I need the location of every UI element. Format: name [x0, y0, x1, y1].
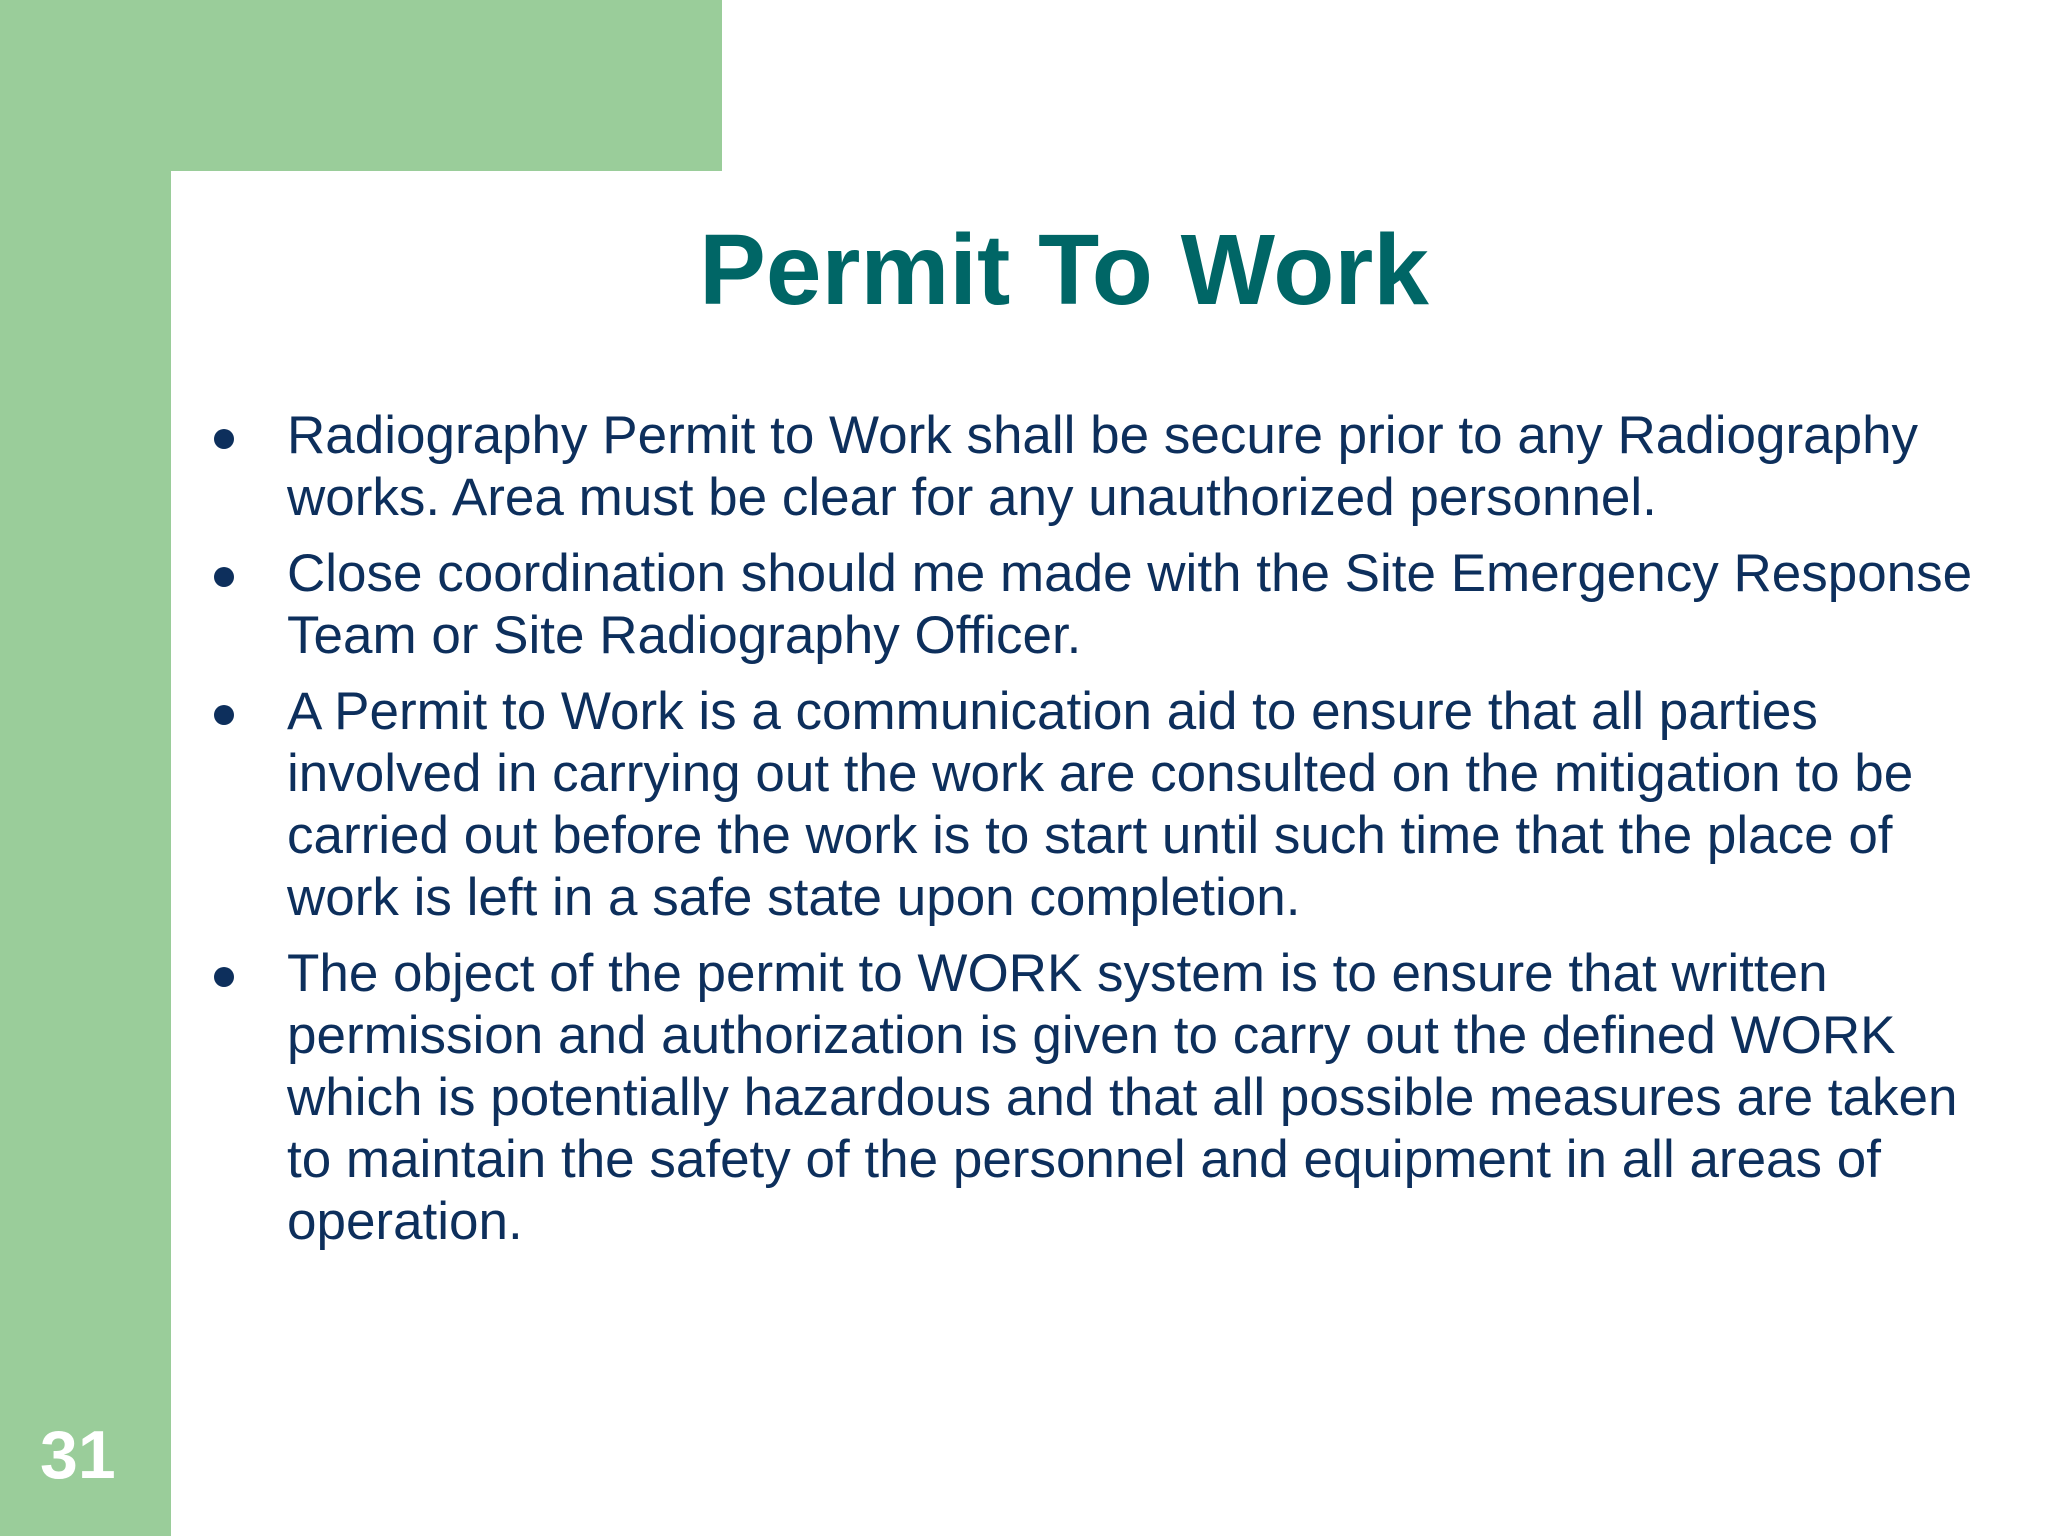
decorative-green-band-side — [0, 0, 171, 1536]
slide-title: Permit To Work — [699, 214, 1429, 326]
bullet-text: The object of the permit to WORK system is to ensure that written permission and authorization is given to carry out the defined WORK which is potentially hazardous and that all possible measures are taken to maintain the safety of the personnel and equipment in all areas of operation. — [287, 944, 1958, 1251]
bullet-text: A Permit to Work is a communication aid to ensure that all parties involved in carrying out the work are consulted on the mitigation to be carried out before the work is to start until such time that the place of work is left in a safe state upon completion. — [287, 682, 1914, 927]
bullet-dot-icon — [214, 429, 234, 449]
bullet-text: Close coordination should me made with the Site Emergency Response Team or Site Radiography Officer. — [287, 544, 1973, 665]
bullet-dot-icon — [214, 967, 234, 987]
bullet-dot-icon — [214, 567, 234, 587]
bullet-item — [205, 405, 1995, 529]
bullet-item — [205, 943, 1995, 1253]
bullet-text: Radiography Permit to Work shall be secure prior to any Radiography works. Area must be clear for any unauthorized personnel. — [287, 406, 1919, 527]
bullet-list — [205, 405, 1995, 1267]
bullet-item — [205, 681, 1995, 929]
page-number: 31 — [40, 1417, 116, 1493]
bullet-dot-icon — [214, 705, 234, 725]
bullet-item — [205, 543, 1995, 667]
